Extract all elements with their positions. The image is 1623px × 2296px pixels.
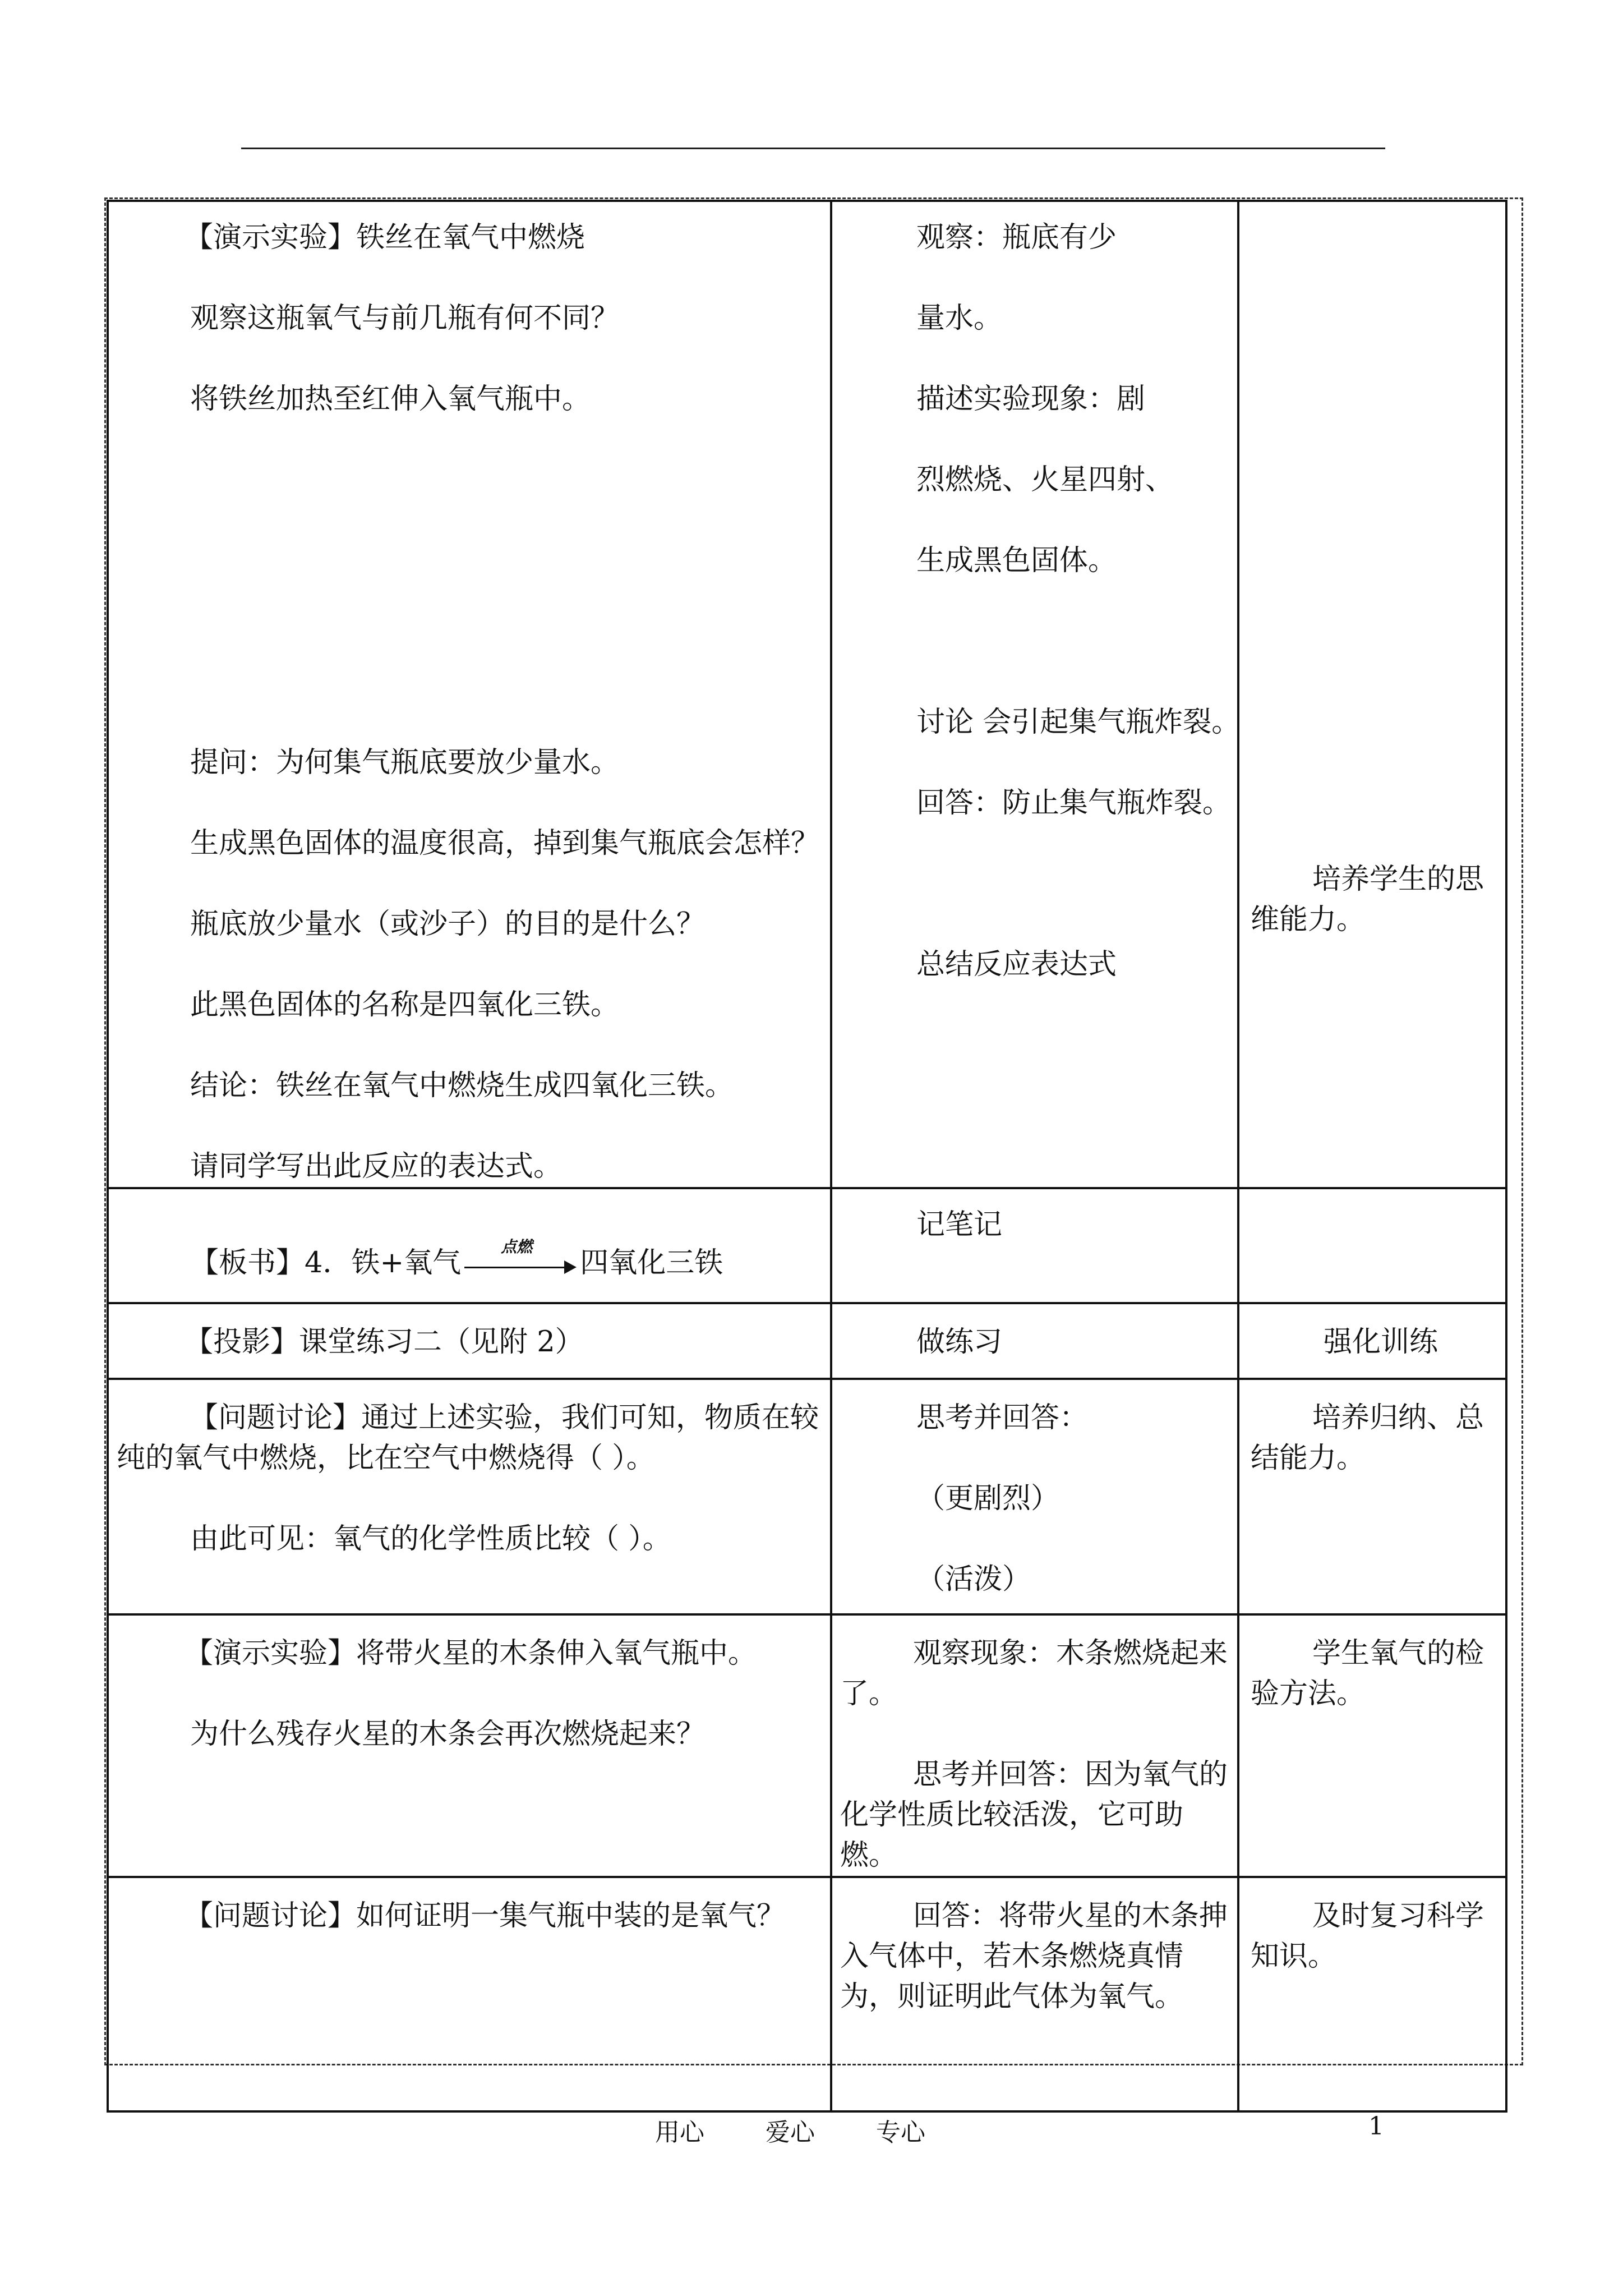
board-equation bbox=[109, 1237, 830, 1283]
student-activity-cell bbox=[831, 1877, 1238, 2111]
design-intent-cell bbox=[1238, 1303, 1506, 1379]
table-row bbox=[108, 1379, 1506, 1614]
teacher-activity-cell bbox=[108, 1188, 831, 1303]
student-activity-cell bbox=[831, 1188, 1238, 1303]
table-row bbox=[108, 1877, 1506, 2111]
header-rule bbox=[241, 148, 1385, 149]
text-block: 回答：将带火星的木条抻入气体中，若木条燃烧真情为，则证明此气体为氧气。 bbox=[840, 1899, 1228, 2013]
text-line: 强化训练 bbox=[1324, 1326, 1438, 1359]
text-line: 【演示实验】将带火星的木条伸入氧气瓶中。 bbox=[185, 1637, 757, 1670]
text-line: 提问：为何集气瓶底要放少量水。 bbox=[190, 746, 620, 779]
text-line: 瓶底放少量水（或沙子）的目的是什么？ bbox=[190, 908, 706, 941]
teacher-activity-cell bbox=[108, 1303, 831, 1379]
text-line: 思考并回答： bbox=[916, 1401, 1089, 1434]
lesson-plan-table bbox=[107, 200, 1507, 2113]
text-block: 【问题讨论】通过上述实验，我们可知，物质在较纯的氧气中燃烧，比在空气中燃烧得（ ）。 bbox=[117, 1401, 819, 1475]
text-line: 记笔记 bbox=[916, 1208, 1003, 1241]
text-block: 培养学生的思维能力。 bbox=[1251, 863, 1484, 936]
design-intent-cell bbox=[1238, 201, 1506, 1188]
text-block: 培养归纳、总结能力。 bbox=[1251, 1401, 1484, 1475]
text-line: 烈燃烧、火星四射、 bbox=[916, 463, 1174, 496]
reaction-condition: 点燃 bbox=[501, 1237, 533, 1256]
teacher-activity-cell bbox=[108, 1379, 831, 1614]
text-line: 请同学写出此反应的表达式。 bbox=[190, 1150, 562, 1183]
page-number: 1 bbox=[1368, 2112, 1384, 2141]
text-line: 将铁丝加热至红伸入氧气瓶中。 bbox=[190, 383, 591, 416]
equation-reactants: 【板书】4．铁+氧气 bbox=[190, 1246, 462, 1280]
design-intent-cell bbox=[1238, 1188, 1506, 1303]
text-line: 【投影】课堂练习二（见附 2） bbox=[185, 1326, 584, 1359]
text-line: 生成黑色固体的温度很高，掉到集气瓶底会怎样？ bbox=[190, 827, 820, 860]
reaction-arrow bbox=[464, 1237, 577, 1279]
text-line: 讨论 会引起集气瓶炸裂。 bbox=[916, 706, 1241, 739]
text-line: 做练习 bbox=[916, 1326, 1003, 1359]
text-block: 及时复习科学知识。 bbox=[1251, 1899, 1484, 1973]
text-line: 【演示实验】铁丝在氧气中燃烧 bbox=[185, 221, 585, 254]
footer-item: 用心 bbox=[655, 2118, 704, 2147]
table-row bbox=[108, 1303, 1506, 1379]
student-activity-cell bbox=[831, 201, 1241, 1188]
text-line: 结论：铁丝在氧气中燃烧生成四氧化三铁。 bbox=[190, 1069, 734, 1102]
design-intent-cell bbox=[1238, 1877, 1506, 2111]
student-activity-cell bbox=[831, 1303, 1238, 1379]
text-line: 【问题讨论】如何证明一集气瓶中装的是氧气？ bbox=[185, 1899, 786, 1932]
text-line: 观察这瓶氧气与前几瓶有何不同？ bbox=[190, 302, 620, 335]
text-line: 量水。 bbox=[916, 302, 1003, 335]
equation-product: 四氧化三铁 bbox=[580, 1246, 723, 1280]
teacher-activity-cell bbox=[108, 201, 831, 1188]
text-line: 描述实验现象：剧 bbox=[916, 383, 1146, 416]
student-activity-cell bbox=[831, 1614, 1238, 1877]
teacher-activity-cell bbox=[108, 1877, 831, 2111]
text-line: （活泼） bbox=[916, 1563, 1031, 1596]
text-line: 总结反应表达式 bbox=[916, 948, 1117, 981]
table-row bbox=[108, 1614, 1506, 1877]
text-line: 由此可见：氧气的化学性质比较（ ）。 bbox=[190, 1522, 671, 1556]
text-line: 观察：瓶底有少 bbox=[916, 221, 1117, 254]
teacher-activity-cell bbox=[108, 1614, 831, 1877]
table-row bbox=[108, 201, 1506, 1188]
text-line: 为什么残存火星的木条会再次燃烧起来？ bbox=[190, 1718, 706, 1751]
text-line: 此黑色固体的名称是四氧化三铁。 bbox=[190, 988, 620, 1022]
footer-item: 爱心 bbox=[766, 2118, 815, 2147]
footer-item: 专心 bbox=[876, 2118, 925, 2147]
text-line: （更剧烈） bbox=[916, 1482, 1060, 1515]
text-block: 观察现象：木条燃烧起来了。 bbox=[840, 1637, 1228, 1710]
text-line: 回答：防止集气瓶炸裂。 bbox=[916, 786, 1232, 820]
student-activity-cell bbox=[831, 1379, 1238, 1614]
text-block: 学生氧气的检验方法。 bbox=[1251, 1637, 1484, 1710]
design-intent-cell bbox=[1238, 1379, 1506, 1614]
table-row bbox=[108, 1188, 1506, 1303]
text-block: 思考并回答：因为氧气的化学性质比较活泼，它可助燃。 bbox=[840, 1758, 1228, 1872]
design-intent-cell bbox=[1238, 1614, 1506, 1877]
text-line: 生成黑色固体。 bbox=[916, 544, 1117, 577]
